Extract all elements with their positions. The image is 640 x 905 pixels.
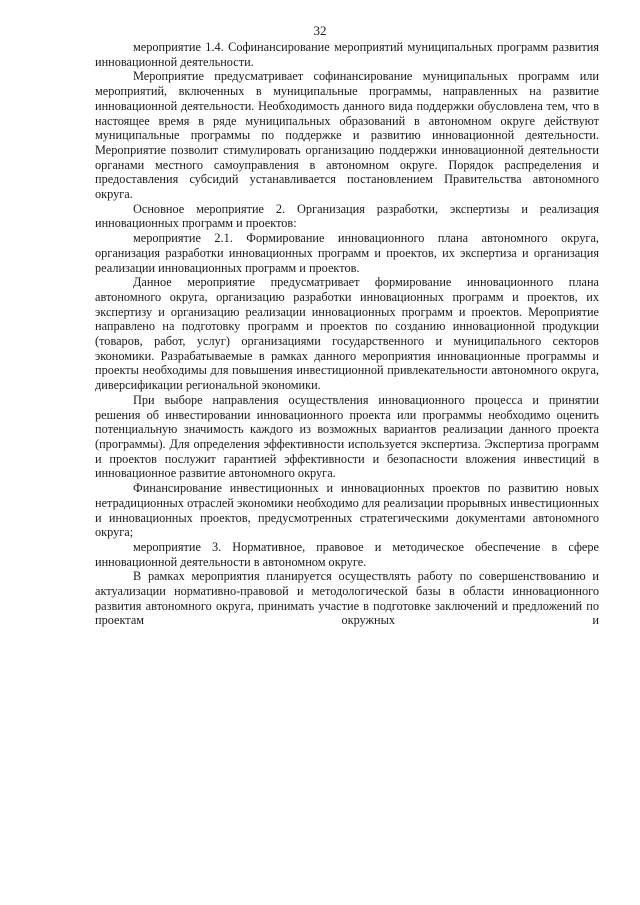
paragraph-activity-3-description: В рамках мероприятия планируется осуществлять работу по совершенствованию и актуализации нормативно-правовой и методологической базы в области инновационного развития автономного округа, принимать участие в подготовке заключений и предложений по проектам окружных и (95, 569, 599, 628)
paragraph-expertise: При выборе направления осуществления инновационного процесса и принятии решения об инвестировании инновационного проекта или программы необходимо оценить потенциальную значимость каждого из возможных вариантов реализации данного проекта (программы). Для определения эффективности используется экспертиза. Экспертиза программ и проектов послужит гарантией эффективности и безопасности вложения инвестиций в инновационное развитие автономного округа. (95, 392, 599, 481)
document-body (95, 40, 599, 628)
paragraph-activity-1-4-heading: мероприятие 1.4. Софинансирование мероприятий муниципальных программ развития инновационной деятельности. (95, 40, 599, 69)
paragraph-activity-3-heading: мероприятие 3. Нормативное, правовое и методическое обеспечение в сфере инновационной деятельности в автономном округе. (95, 539, 599, 569)
paragraph-activity-2-1-heading: мероприятие 2.1. Формирование инновационного плана автономного округа, организация разработки инновационных программ и проектов, их экспертиза и организация реализации инновационных программ и проектов. (95, 231, 599, 275)
paragraph-activity-2-1-description: Данное мероприятие предусматривает формирование инновационного плана автономного округа, организацию разработки инновационных программ и проектов, их экспертизу и организацию реализации инновационных программ и проектов. Мероприятие направлено на подготовку программ и проектов по созданию инновационной продукции (товаров, работ, услуг) организациями государственного и муниципального секторов экономики. Разрабатываемые в рамках данного мероприятия инновационные программы и проекты необходимы для повышения инвестиционной привлекательности автономного округа, диверсификации региональной экономики. (95, 275, 599, 393)
paragraph-financing: Финансирование инвестиционных и инновационных проектов по развитию новых нетрадиционных отраслей экономики необходимо для реализации прорывных инвестиционных и инновационных проектов, предусмотренных стратегическими документами автономного округа; (95, 481, 599, 540)
page-number: 32 (313, 23, 327, 38)
paragraph-activity-1-4-description: Мероприятие предусматривает софинансирование муниципальных программ или мероприятий, включенных в муниципальные программы, направленных на развитие инновационной деятельности. Необходимость данного вида поддержки обусловлена тем, что в настоящее время в ряде муниципальных образований в автономном округе действуют муниципальные программы по поддержке и развитию инновационной деятельности. Мероприятие позволит стимулировать организацию поддержки инновационной деятельности органами местного самоуправления в автономном округе. Порядок распределения и предоставления субсидий устанавливается постановлением Правительства автономного округа. (95, 69, 599, 202)
paragraph-main-activity-2-heading: Основное мероприятие 2. Организация разработки, экспертизы и реализация инновационных программ и проектов: (95, 201, 599, 231)
